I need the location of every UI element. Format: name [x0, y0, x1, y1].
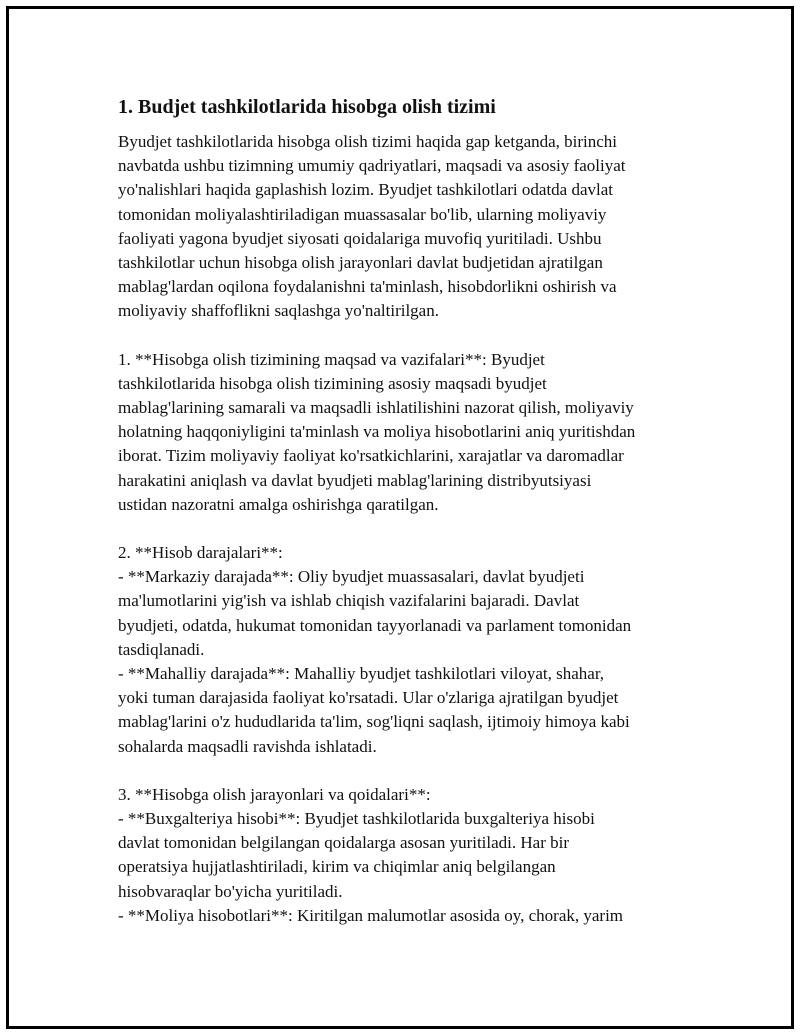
paragraph-gap: [118, 517, 688, 541]
paragraph-gap: [118, 324, 688, 348]
section-1-paragraph: 1. **Hisobga olish tizimining maqsad va vazifalari**: Byudjet tashkilotlarida hisobga olish tizimining asosiy maqsadi byudjet mablag'larining samarali va maqsadli ishlatilishini nazorat qilish, moliyaviy holatning haqqoniyligini ta'minlash va moliya hisobotlarini aniq yuritishdan iborat. Tizim moliyaviy faoliyat ko'rsatkichlarini, xarajatlar va daromadlar harakatini aniqlash va davlat byudjeti mablag'larining distribyutsiyasi ustidan nazoratni amalga oshirishga qaratilgan.: [118, 349, 636, 514]
section-3-paragraph: 3. **Hisobga olish jarayonlari va qoidalari**: - **Buxgalteriya hisobi**: Byudjet tashkilotlarida buxgalteriya hisobi davlat tomonidan belgilangan qoidalarga asosan yuritiladi. Har bir operatsiya hujjatlashtiriladi, kirim va chiqimlar aniq belgilangan hisobvaraqlar bo'yicha yuritiladi. - **Moliya hisobotlari**: Kiritilgan malumotlar asosida oy, chorak, yarim: [118, 784, 624, 925]
document-title: 1. Budjet tashkilotlarida hisobga olish tizimi: [118, 96, 496, 118]
section-2-paragraph: 2. **Hisob darajalari**: - **Markaziy darajada**: Oliy byudjet muassasalari, davlat byudjeti ma'lumotlarini yig'ish va ishlab chiqish vazifalarini bajaradi. Davlat byudjeti, odatda, hukumat tomonidan tayyorlanadi va parlament tomonidan tasdiqlanadi. - **Mahalliy darajada**: Mahalliy byudjet tashkilotlari viloyat, shahar, yoki tuman darajasida faoliyat ko'rsatadi. Ular o'zlariga ajratilgan byudjet mablag'larini o'z hududlarida ta'lim, sog'liqni saqlash, ijtimoiy himoya kabi sohalarda maqsadli ravishda ishlatadi.: [118, 543, 632, 756]
paragraph-gap: [118, 759, 688, 783]
document-body: [118, 94, 688, 928]
intro-paragraph: Byudjet tashkilotlarida hisobga olish tizimi haqida gap ketganda, birinchi navbatda ushbu tizimning umumiy qadriyatlari, maqsadi va asosiy faoliyat yo'nalishlari haqida gaplashish lozim. Byudjet tashkilotlari odatda davlat tomonidan moliyalashtiriladigan muassasalar bo'lib, ularning moliyaviy faoliyati yagona byudjet siyosati qoidalariga muvofiq yuritiladi. Ushbu tashkilotlar uchun hisobga olish jarayonlari davlat budjetidan ajratilgan mablag'lardan oqilona foydalanishni ta'minlash, hisobdorlikni oshirish va moliyaviy shaffoflikni saqlashga yo'naltirilgan.: [118, 132, 626, 321]
